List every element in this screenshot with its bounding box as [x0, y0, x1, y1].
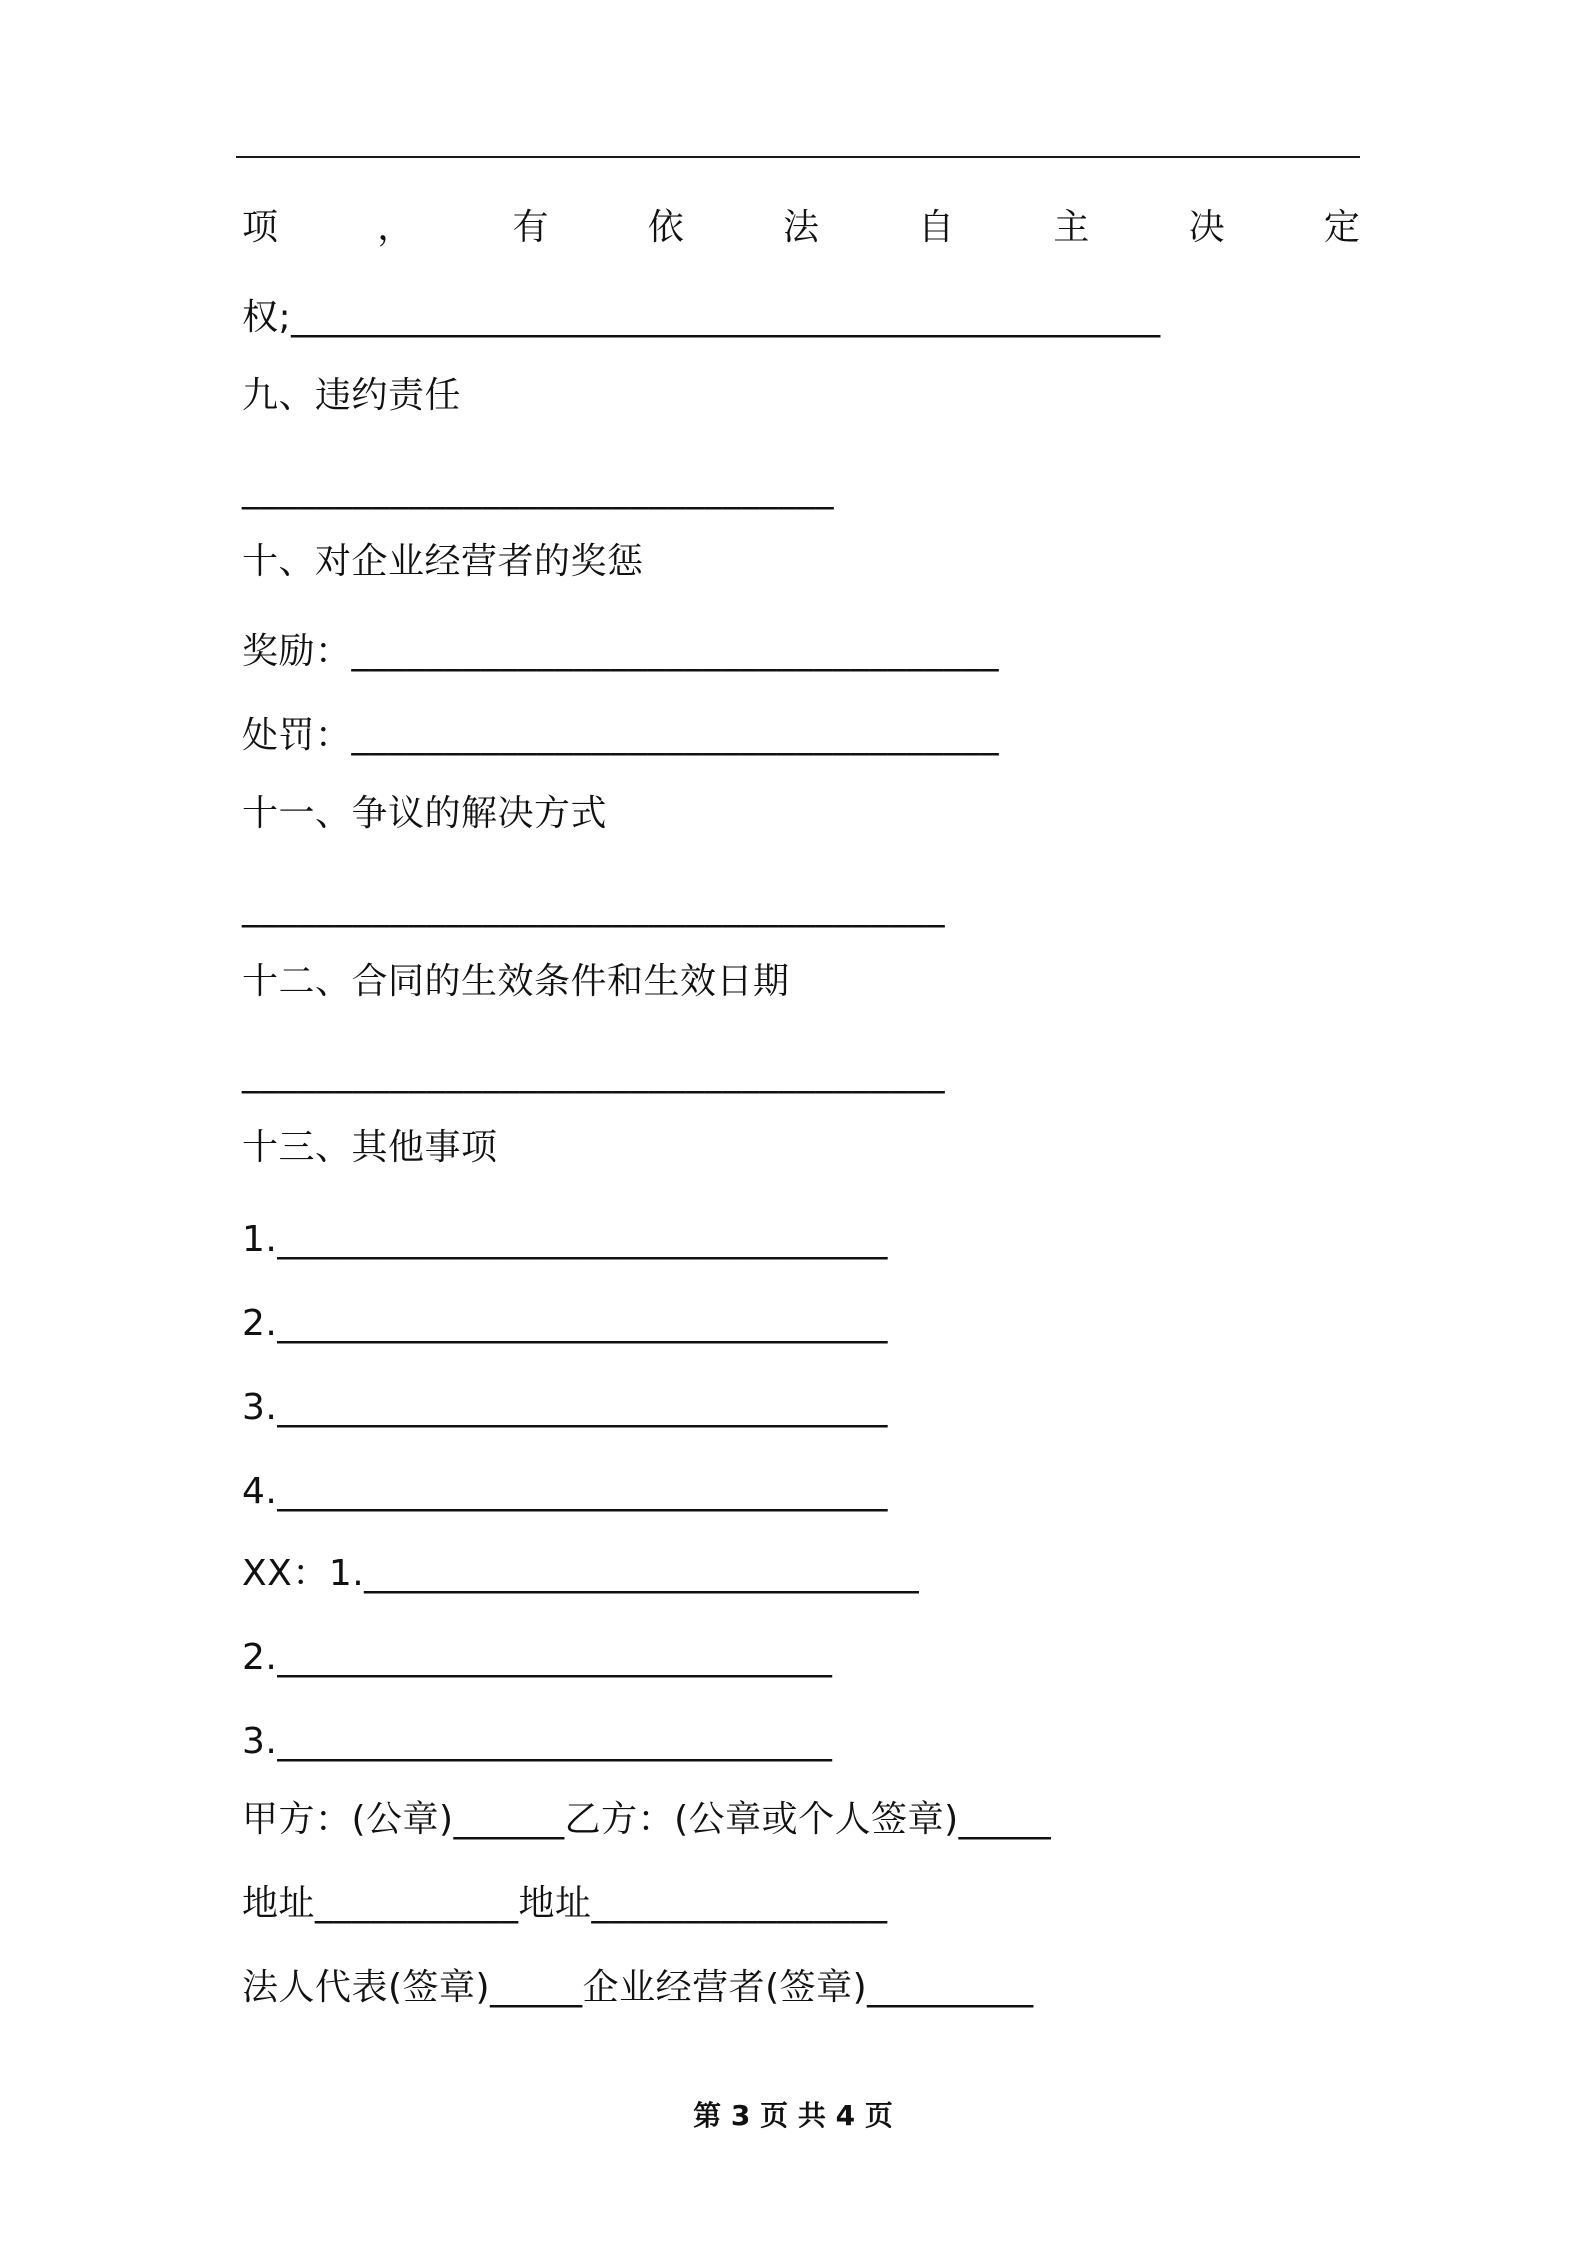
char: 决: [1188, 207, 1225, 248]
xx-item-2: 2.______________________________: [242, 1637, 833, 1678]
signature-representatives: 法人代表(签章)_____企业经营者(签章)_________: [242, 1967, 1034, 2008]
char: ，: [377, 207, 414, 248]
xx-item-3: 3.______________________________: [242, 1721, 833, 1762]
char: 法: [782, 207, 819, 248]
page-number-footer: 第 3 页 共 4 页: [693, 2099, 893, 2132]
signature-parties: 甲方：(公章)______乙方：(公章或个人签章)_____: [242, 1799, 1052, 1840]
section-10-reward: 奖励：___________________________________: [242, 631, 1000, 672]
section-13-title: 十三、其他事项: [242, 1127, 498, 1168]
char: 项: [242, 207, 279, 248]
header-rule: [236, 156, 1360, 158]
section-12-blank: ______________________________________: [242, 1053, 945, 1094]
char: 定: [1323, 207, 1360, 248]
xx-item-1: XX：1.______________________________: [242, 1553, 920, 1594]
section-11-blank: ______________________________________: [242, 887, 945, 928]
section-9-title: 九、违约责任: [242, 375, 462, 416]
char: 依: [647, 207, 684, 248]
section-12-title: 十二、合同的生效条件和生效日期: [242, 961, 790, 1002]
char: 有: [512, 207, 549, 248]
continued-clause-line: [242, 206, 1360, 250]
continued-clause-end: 权;_______________________________________________: [242, 297, 1161, 338]
section-13-item-3: 3._________________________________: [242, 1387, 888, 1428]
signature-addresses: 地址___________地址________________: [242, 1883, 888, 1924]
section-13-item-4: 4._________________________________: [242, 1471, 888, 1512]
section-13-item-2: 2._________________________________: [242, 1303, 888, 1344]
section-11-title: 十一、争议的解决方式: [242, 793, 608, 834]
section-10-title: 十、对企业经营者的奖惩: [242, 541, 644, 582]
section-10-penalty: 处罚：___________________________________: [242, 715, 1000, 756]
char: 自: [918, 207, 955, 248]
section-13-item-1: 1._________________________________: [242, 1219, 888, 1260]
section-9-blank: ________________________________: [242, 469, 834, 510]
char: 主: [1053, 207, 1090, 248]
